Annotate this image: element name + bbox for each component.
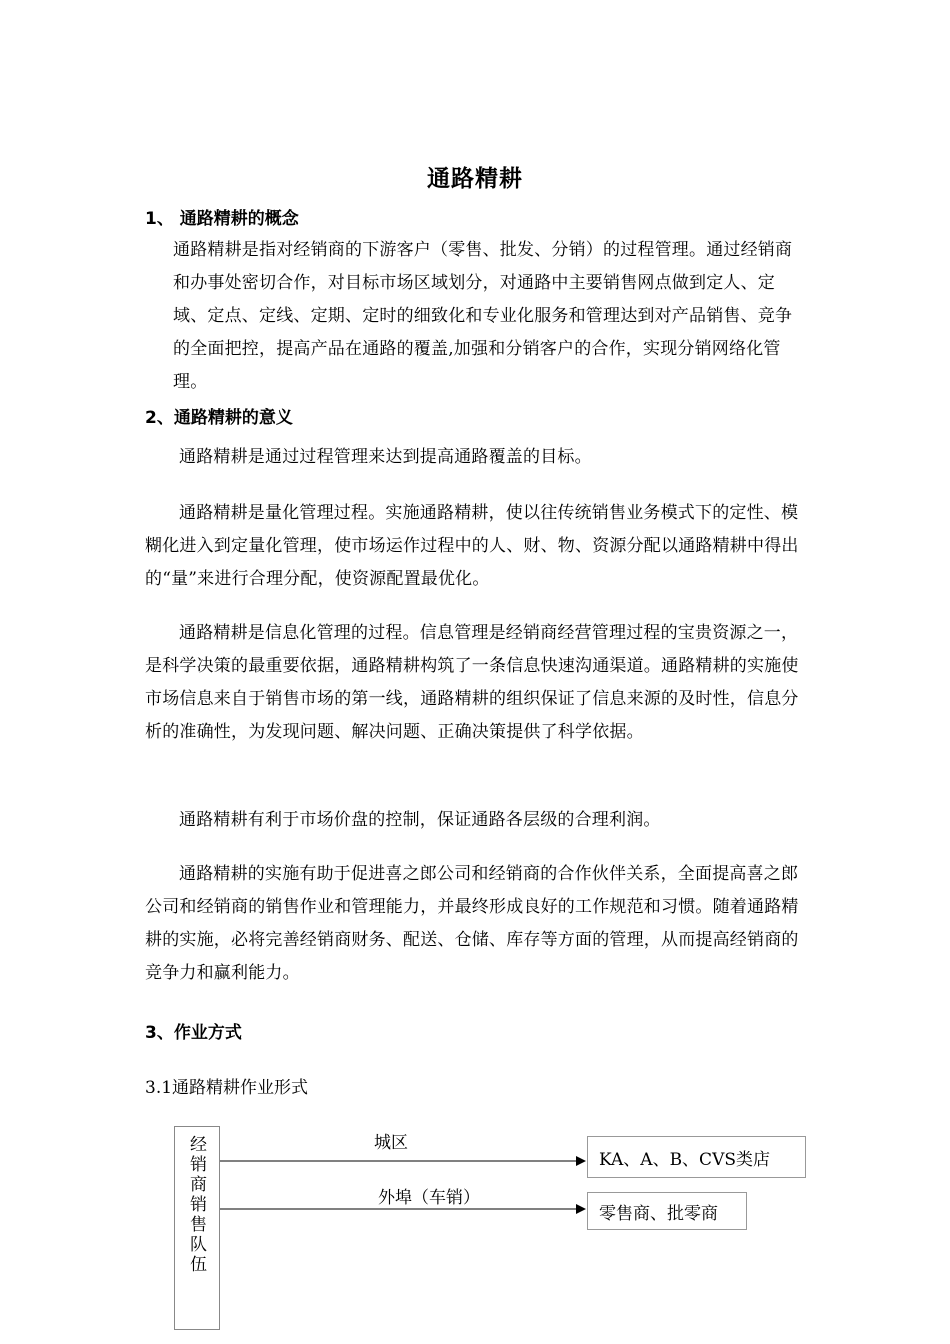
paragraph-text: 通路精耕的实施有助于促进喜之郎公司和经销商的合作伙伴关系，全面提高喜之郎公司和经销商的销售作业和管理能力，并最终形成良好的工作规范和习惯。随着通路精耕的实施，必将完善经销商财务、配送、仓储、库存等方面的管理，从而提高经销商的竞争力和赢利能力。 [145, 864, 799, 983]
target-label: 零售商、批零商 [599, 1203, 718, 1224]
paragraph-text: 通路精耕有利于市场价盘的控制，保证通路各层级的合理利润。 [179, 810, 661, 830]
target-label: KA、A、B、CVS类店 [599, 1149, 770, 1170]
section-3-heading: 3、作业方式 [145, 1023, 242, 1043]
section-2-paragraph-3 [145, 617, 799, 749]
sales-team-label: 经销商销售队伍 [186, 1135, 206, 1275]
sales-team-box [174, 1126, 220, 1330]
section-1-body [173, 234, 809, 399]
route-label-outer: 外埠（车销） [378, 1188, 480, 1208]
arrow-head-outer [576, 1204, 586, 1214]
section-2-paragraph-4 [145, 804, 799, 837]
target-box-ka-stores [587, 1136, 806, 1178]
paragraph-text: 通路精耕是通过过程管理来达到提高通路覆盖的目标。 [179, 447, 592, 467]
section-2-paragraph-2 [145, 497, 799, 596]
section-1-paragraph: 通路精耕是指对经销商的下游客户（零售、批发、分销）的过程管理。通过经销商和办事处密切合作，对目标市场区域划分，对通路中主要销售网点做到定人、定域、定点、定线、定期、定时的细致化和专业化服务和管理达到对产品销售、竞争的全面把控，提高产品在通路的覆盖,加强和分销客户的合作，实现分销网络化管理。 [173, 240, 793, 392]
arrow-head-urban [576, 1156, 586, 1166]
section-2-paragraph-1 [145, 441, 799, 474]
section-3-subheading: 3.1通路精耕作业形式 [145, 1078, 309, 1098]
paragraph-text: 通路精耕是信息化管理的过程。信息管理是经销商经营管理过程的宝贵资源之一，是科学决策的最重要依据，通路精耕构筑了一条信息快速沟通渠道。通路精耕的实施使市场信息来自于销售市场的第一线，通路精耕的组织保证了信息来源的及时性，信息分析的准确性，为发现问题、解决问题、正确决策提供了科学依据。 [145, 623, 799, 742]
page-title: 通路精耕 [427, 166, 523, 192]
section-2-paragraph-5 [145, 858, 799, 990]
paragraph-text: 通路精耕是量化管理过程。实施通路精耕，使以往传统销售业务模式下的定性、模糊化进入到定量化管理，使市场运作过程中的人、财、物、资源分配以通路精耕中得出的“量”来进行合理分配，使资源配置最优化。 [145, 503, 799, 589]
target-box-retailers [587, 1192, 747, 1230]
section-1-heading: 1、 通路精耕的概念 [145, 209, 299, 229]
section-2-heading: 2、通路精耕的意义 [145, 408, 293, 428]
route-label-urban: 城区 [374, 1133, 408, 1153]
